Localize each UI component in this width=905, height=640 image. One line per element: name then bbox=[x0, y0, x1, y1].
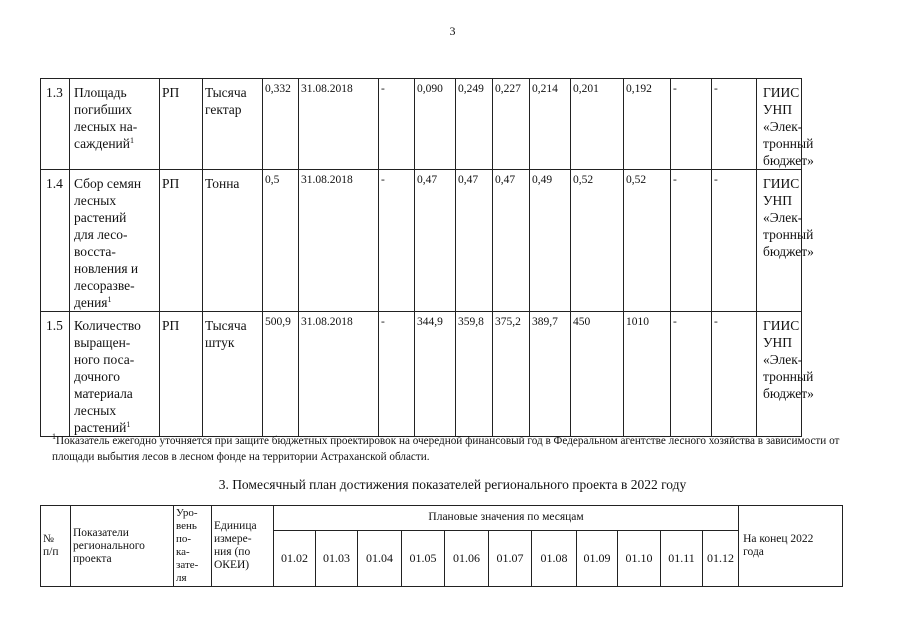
month-header: 01.06 bbox=[445, 530, 489, 587]
period-value: 0,090 bbox=[415, 79, 456, 170]
period-value: - bbox=[379, 312, 415, 437]
indicator-name-line: для лесо- bbox=[74, 227, 128, 242]
indicator-name-line: дочного bbox=[74, 369, 120, 384]
period-value: 1010 bbox=[624, 312, 671, 437]
information-source-line: «Элек- bbox=[763, 210, 803, 225]
period-value: 0,249 bbox=[456, 79, 493, 170]
indicator-name bbox=[70, 79, 160, 170]
indicator-name bbox=[70, 170, 160, 312]
period-value: 344,9 bbox=[415, 312, 456, 437]
period-value: 0,201 bbox=[571, 79, 624, 170]
col-level-header-line: по- bbox=[176, 533, 192, 545]
base-value: 500,9 bbox=[263, 312, 299, 437]
month-header: 01.07 bbox=[489, 530, 532, 587]
period-value: 0,227 bbox=[493, 79, 530, 170]
information-source-line: УНП bbox=[763, 193, 793, 208]
col-unit-header bbox=[212, 506, 274, 587]
unit-of-measure-line: штук bbox=[205, 335, 235, 350]
period-value: - bbox=[712, 79, 757, 170]
information-source-line: ГИИС bbox=[763, 85, 800, 100]
month-header: 01.12 bbox=[703, 530, 739, 587]
indicator-level: РП bbox=[160, 170, 203, 312]
table-row bbox=[41, 79, 862, 170]
information-source-line: тронный bbox=[763, 227, 814, 242]
period-value: - bbox=[671, 312, 712, 437]
information-source-line: «Элек- bbox=[763, 119, 803, 134]
col-number-header-line: № bbox=[43, 533, 54, 545]
period-value: - bbox=[379, 170, 415, 312]
period-value: - bbox=[671, 170, 712, 312]
col-unit-header-line: Единица bbox=[214, 520, 257, 532]
month-header: 01.09 bbox=[577, 530, 618, 587]
end-of-year-header-line: года bbox=[743, 546, 764, 558]
col-number-header bbox=[41, 506, 71, 587]
row-index: 1.3 bbox=[41, 79, 70, 170]
end-of-year-header bbox=[739, 506, 843, 587]
indicator-name-line: лесоразве- bbox=[74, 278, 135, 293]
information-source bbox=[757, 79, 814, 170]
unit-of-measure-line: Тонна bbox=[205, 176, 240, 191]
indicator-name-line: Площадь bbox=[74, 85, 127, 100]
col-level-header-line: зате- bbox=[176, 559, 199, 571]
unit-of-measure bbox=[203, 79, 263, 170]
col-indicators-header-line: регионального bbox=[73, 539, 145, 552]
month-header: 01.10 bbox=[618, 530, 661, 587]
footnote bbox=[52, 433, 842, 465]
information-source bbox=[757, 170, 814, 312]
indicators-table bbox=[40, 78, 862, 437]
unit-of-measure-line: Тысяча bbox=[205, 85, 247, 100]
month-header: 01.02 bbox=[274, 530, 316, 587]
col-indicators-header-line: Показатели bbox=[73, 526, 129, 539]
period-value: 389,7 bbox=[530, 312, 571, 437]
col-level-header-line: ка- bbox=[176, 546, 190, 558]
month-header: 01.11 bbox=[661, 530, 703, 587]
col-unit-header-line: ния (по bbox=[214, 546, 251, 558]
indicator-name-line: материала bbox=[74, 386, 133, 401]
col-level-header-line: Уро- bbox=[176, 507, 198, 519]
period-value: 0,192 bbox=[624, 79, 671, 170]
period-value: 0,52 bbox=[571, 170, 624, 312]
indicator-name-line: лесных bbox=[74, 193, 117, 208]
month-header: 01.08 bbox=[532, 530, 577, 587]
base-date: 31.08.2018 bbox=[299, 79, 379, 170]
col-level-header-line: вень bbox=[176, 520, 197, 532]
indicator-name-line: лесных bbox=[74, 403, 117, 418]
period-value: 0,52 bbox=[624, 170, 671, 312]
indicator-name-line: саждений bbox=[74, 136, 131, 151]
months-header: Плановые значения по месяцам bbox=[274, 506, 739, 531]
indicator-name-line: Количество bbox=[74, 318, 141, 333]
period-value: 375,2 bbox=[493, 312, 530, 437]
information-source-line: УНП bbox=[763, 102, 793, 117]
indicator-name-line: погибших bbox=[74, 102, 132, 117]
col-unit-header-line: измере- bbox=[214, 533, 252, 545]
period-value: - bbox=[712, 170, 757, 312]
col-indicators-header bbox=[71, 506, 174, 587]
indicator-name-line: дения bbox=[74, 295, 108, 310]
unit-of-measure bbox=[203, 312, 263, 437]
table-row bbox=[41, 312, 862, 437]
information-source-line: «Элек- bbox=[763, 352, 803, 367]
row-index: 1.5 bbox=[41, 312, 70, 437]
unit-of-measure-line: гектар bbox=[205, 102, 242, 117]
indicator-name-line: Сбор семян bbox=[74, 176, 142, 191]
period-value: 0,47 bbox=[493, 170, 530, 312]
period-value: - bbox=[671, 79, 712, 170]
information-source bbox=[757, 312, 814, 437]
indicator-level: РП bbox=[160, 312, 203, 437]
section-title: 3. Помесячный план достижения показателей регионального проекта в 2022 году bbox=[218, 477, 687, 492]
col-number-header-line: п/п bbox=[43, 546, 59, 558]
monthly-plan-table bbox=[40, 505, 843, 587]
base-value: 0,332 bbox=[263, 79, 299, 170]
information-source-line: бюджет» bbox=[763, 153, 814, 168]
indicator-name-line: растений bbox=[74, 420, 127, 435]
information-source-line: тронный bbox=[763, 369, 814, 384]
period-value: 0,214 bbox=[530, 79, 571, 170]
row-index: 1.4 bbox=[41, 170, 70, 312]
base-date: 31.08.2018 bbox=[299, 312, 379, 437]
col-indicators-header-line: проекта bbox=[73, 552, 112, 565]
unit-of-measure bbox=[203, 170, 263, 312]
col-level-header-line: ля bbox=[176, 572, 187, 584]
col-unit-header-line: ОКЕИ) bbox=[214, 559, 250, 571]
month-header: 01.04 bbox=[358, 530, 402, 587]
information-source-line: тронный bbox=[763, 136, 814, 151]
indicator-name-line: лесных на- bbox=[74, 119, 138, 134]
indicator-name-line: выращен- bbox=[74, 335, 131, 350]
period-value: - bbox=[379, 79, 415, 170]
footnote-mark: 1 bbox=[130, 136, 135, 145]
period-value: 450 bbox=[571, 312, 624, 437]
table-row bbox=[41, 170, 862, 312]
information-source-line: УНП bbox=[763, 335, 793, 350]
indicator-name bbox=[70, 312, 160, 437]
indicator-name-line: ного поса- bbox=[74, 352, 135, 367]
unit-of-measure-line: Тысяча bbox=[205, 318, 247, 333]
header-row bbox=[41, 506, 843, 531]
indicator-level: РП bbox=[160, 79, 203, 170]
footnote-mark: 1 bbox=[126, 420, 131, 429]
information-source-line: ГИИС bbox=[763, 318, 800, 333]
page-number: 3 bbox=[449, 24, 456, 38]
indicator-name-line: восста- bbox=[74, 244, 116, 259]
period-value: 359,8 bbox=[456, 312, 493, 437]
month-header: 01.05 bbox=[402, 530, 445, 587]
period-value: 0,49 bbox=[530, 170, 571, 312]
period-value: 0,47 bbox=[456, 170, 493, 312]
indicator-name-line: новления и bbox=[74, 261, 139, 276]
information-source-line: бюджет» bbox=[763, 244, 814, 259]
information-source-line: бюджет» bbox=[763, 386, 814, 401]
footnote-text: Показатель ежегодно уточняется при защите бюджетных проектировок на очередной финансовый год в Федеральном агентстве лесного хозяйства в зависимости от площади выбытия лесов в лесном фонде на территории Астраханской области. bbox=[52, 435, 840, 463]
period-value: 0,47 bbox=[415, 170, 456, 312]
month-header: 01.03 bbox=[316, 530, 358, 587]
col-level-header bbox=[174, 506, 212, 587]
base-value: 0,5 bbox=[263, 170, 299, 312]
footnote-mark: 1 bbox=[52, 432, 56, 441]
information-source-line: ГИИС bbox=[763, 176, 800, 191]
period-value: - bbox=[712, 312, 757, 437]
end-of-year-header-line: На конец 2022 bbox=[743, 533, 814, 545]
footnote-mark: 1 bbox=[107, 295, 112, 304]
base-date: 31.08.2018 bbox=[299, 170, 379, 312]
indicator-name-line: растений bbox=[74, 210, 127, 225]
